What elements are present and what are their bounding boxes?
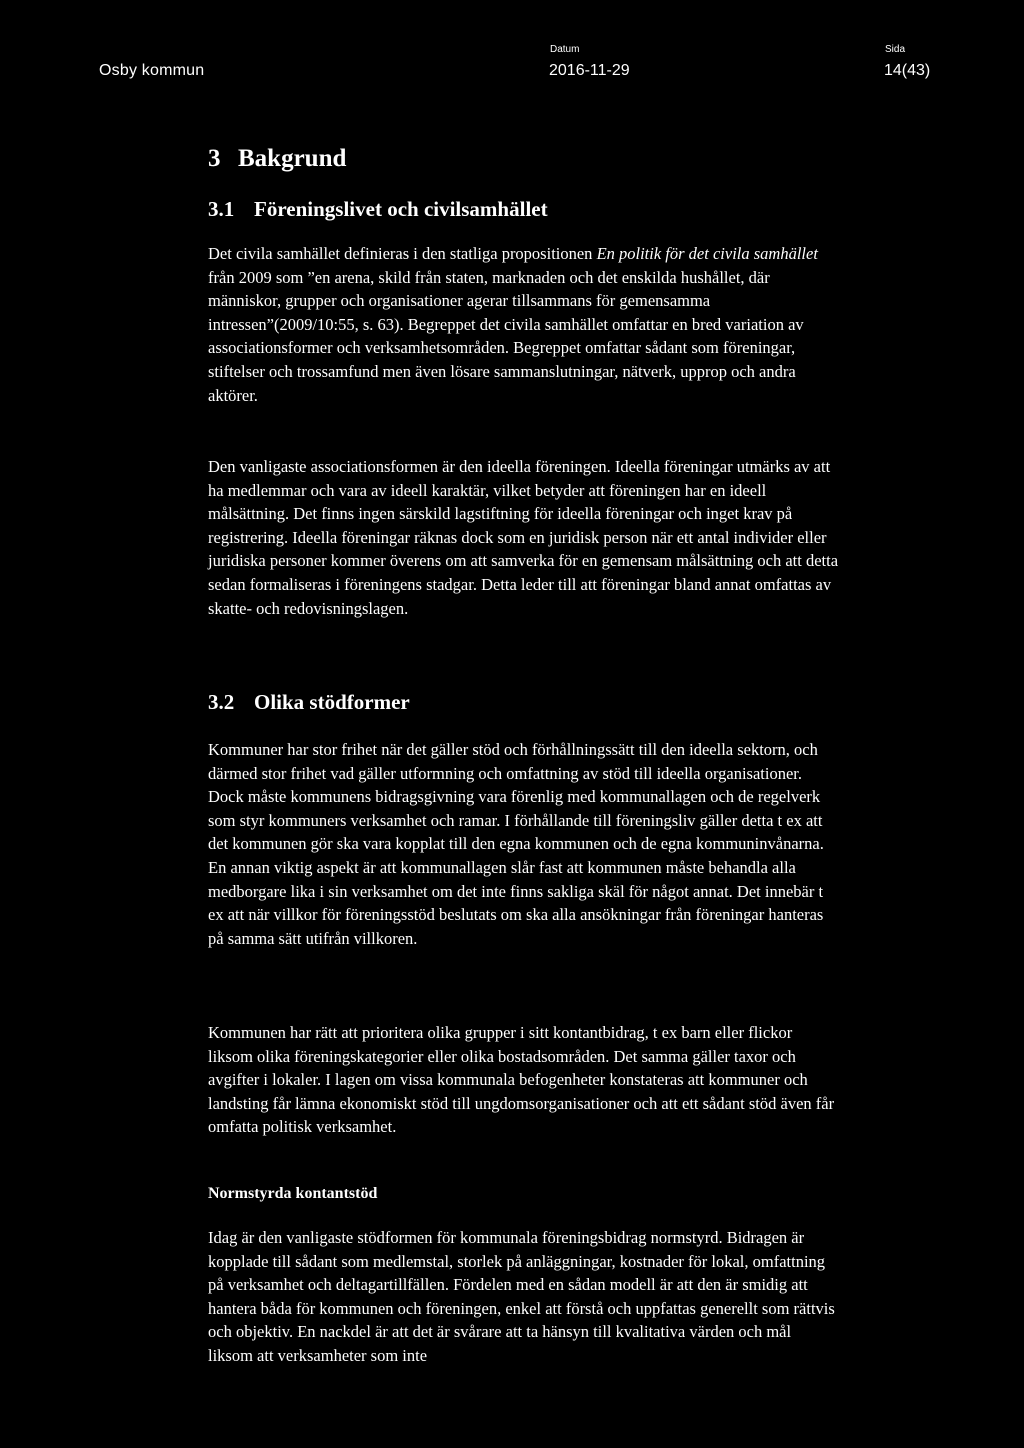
date-label: Datum bbox=[550, 44, 580, 55]
subsection-heading: Normstyrda kontantstöd bbox=[208, 1185, 378, 1202]
page-label: Sida bbox=[885, 44, 906, 55]
section-heading-3-1 bbox=[208, 197, 548, 222]
section-number: 3.2 bbox=[208, 690, 235, 714]
paragraph-text: Det civila samhället definieras i den statliga propositionen bbox=[208, 244, 597, 263]
section-number: 3 bbox=[208, 145, 221, 172]
section-title: Bakgrund bbox=[238, 145, 347, 172]
organization-name: Osby kommun bbox=[99, 62, 205, 79]
section-title: Olika stödformer bbox=[254, 690, 410, 714]
paragraph: Kommuner har stor frihet när det gäller stöd och förhållningssätt till den ideella sektorn, och därmed stor frihet vad gäller utformning och omfattning av stöd till ideella organisationer. Dock måste kommunens bidragsgivning vara förenlig med kommunallagen och de regelverk som styr kommuners verksamhet och ramar. I förhållande till föreningsliv gäller detta t ex att det kommunen gör ska vara kopplat till den egna kommunen och de egna kommuninvånarna. En annan viktig aspekt är att kommunallagen slår fast att kommunen måste behandla alla medborgare lika i sin verksamhet om det inte finns sakliga skäl för något annat. Det innebär t ex att när villkor för föreningsstöd beslutats om ska alla ansökningar från föreningar hanteras på samma sätt utifrån villkoren. bbox=[208, 740, 824, 948]
page-header bbox=[0, 0, 1024, 100]
section-heading-3-2 bbox=[208, 690, 410, 715]
section-number: 3.1 bbox=[208, 197, 235, 221]
paragraph-text: från 2009 som ”en arena, skild från staten, marknaden och det enskilda hushållet, där människor, grupper och organisationer agerar tillsammans för gemensamma intressen”(2009/10:55, s. 63). Begreppet det civila samhället omfattar en bred variation av associationsformer och verksamhetsområden. Begreppet omfattar sådant som föreningar, stiftelser och trossamfund men även lösare sammanslutningar, nätverk, upprop och andra aktörer. bbox=[208, 267, 804, 405]
paragraph bbox=[208, 242, 838, 407]
paragraph: Kommunen har rätt att prioritera olika grupper i sitt kontantbidrag, t ex barn eller flickor liksom olika föreningskategorier eller olika bostadsområden. Det samma gäller taxor och avgifter i lokaler. I lagen om vissa kommunala befogenheter konstateras att kommuner och landsting får lämna ekonomiskt stöd till ungdomsorganisationer och att ett sådant stöd även får omfatta politisk verksamhet. bbox=[208, 1023, 835, 1137]
date-value: 2016-11-29 bbox=[549, 62, 630, 79]
section-title: Föreningslivet och civilsamhället bbox=[254, 197, 548, 221]
paragraph: Idag är den vanligaste stödformen för kommunala föreningsbidrag normstyrd. Bidragen är kopplade till sådant som medlemstal, storlek på anläggningar, kostnader för lokal, omfattning på verksamhet och deltagartillfällen. Fördelen med en sådan modell är att den är smidig att hantera båda för kommunen och föreningen, enkel att förstå och uppfattas generellt som rättvis och objektiv. En nackdel är att det är svårare att ta hänsyn till kvalitativa värden och mål liksom att verksamheter som inte bbox=[208, 1228, 835, 1365]
section-heading-3 bbox=[208, 145, 346, 173]
publication-title: En politik för det civila samhället bbox=[596, 244, 818, 263]
page-number: 14(43) bbox=[884, 62, 931, 79]
paragraph: Den vanligaste associationsformen är den ideella föreningen. Ideella föreningar utmärks av att ha medlemmar och vara av ideell karaktär, vilket betyder att föreningen har en ideell målsättning. Det finns ingen särskild lagstiftning för ideella föreningar och inget krav på registrering. Ideella föreningar räknas dock som en juridisk person när ett antal individer eller juridiska personer kommer överens om att samverka för en gemensam målsättning och att detta sedan formaliseras i föreningens stadgar. Detta leder till att föreningar bland annat omfattas av skatte- och redovisningslagen. bbox=[208, 457, 839, 618]
